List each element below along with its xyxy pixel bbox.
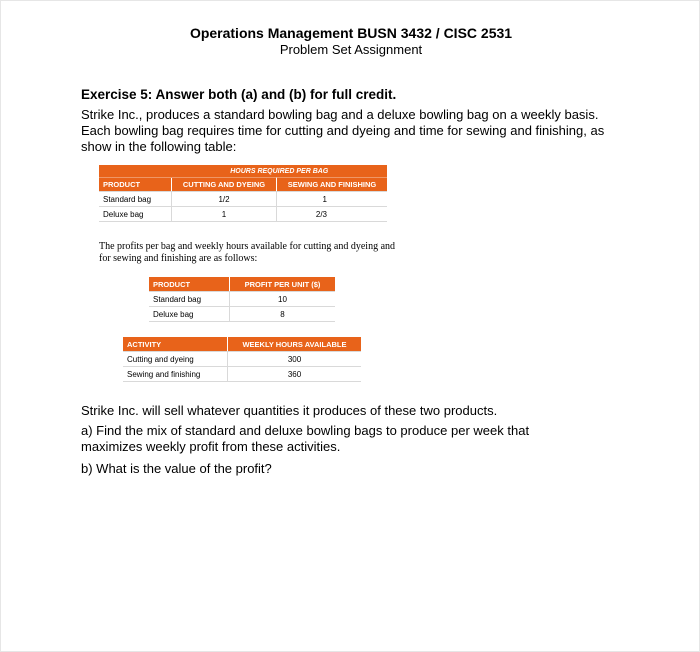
table-cell: 1/2 xyxy=(172,192,277,207)
table-cell: Deluxe bag xyxy=(149,307,230,322)
column-header: WEEKLY HOURS AVAILABLE xyxy=(228,337,362,352)
table-header-row xyxy=(99,178,387,192)
hours-required-table xyxy=(99,165,387,222)
table-super-header-row xyxy=(99,165,387,178)
column-header: CUTTING AND DYEING xyxy=(172,178,277,192)
column-header: PROFIT PER UNIT ($) xyxy=(230,277,336,292)
table-cell: 2/3 xyxy=(277,207,388,222)
column-header: PRODUCT xyxy=(99,178,172,192)
table-row xyxy=(99,207,387,222)
table-cell: 8 xyxy=(230,307,336,322)
table-header-row xyxy=(123,337,361,352)
table-cell: Standard bag xyxy=(99,192,172,207)
table-header-row xyxy=(149,277,335,292)
column-header: PRODUCT xyxy=(149,277,230,292)
table-row xyxy=(99,192,387,207)
table-cell: 1 xyxy=(172,207,277,222)
table-cell: Cutting and dyeing xyxy=(123,352,228,367)
question-b: b) What is the value of the profit? xyxy=(81,461,272,476)
exercise-intro: Strike Inc., produces a standard bowling bag and a deluxe bowling bag on a weekly basis. Each bowling bag requires time for cutting and dyeing and time for sewing and finishing, as show in the following table: xyxy=(81,107,605,154)
table-row xyxy=(149,292,335,307)
table-cell: Deluxe bag xyxy=(99,207,172,222)
assignment-subtitle: Problem Set Assignment xyxy=(279,42,423,57)
column-header: ACTIVITY xyxy=(123,337,228,352)
profit-intro-text: The profits per bag and weekly hours available for cutting and dyeing and for sewing and finishing are as follows: xyxy=(99,241,396,264)
table-cell: Sewing and finishing xyxy=(123,367,228,382)
table-cell: 300 xyxy=(228,352,362,367)
profit-table xyxy=(149,277,335,322)
weekly-hours-table xyxy=(123,337,361,382)
course-title: Operations Management BUSN 3432 / CISC 2531 xyxy=(189,25,513,41)
super-header-cell: HOURS REQUIRED PER BAG xyxy=(172,165,388,178)
table-row xyxy=(149,307,335,322)
table-row xyxy=(123,367,361,382)
closing-statement: Strike Inc. will sell whatever quantities it produces of these two products. xyxy=(81,403,498,418)
table-cell: 10 xyxy=(230,292,336,307)
column-header: SEWING AND FINISHING xyxy=(277,178,388,192)
table-cell: 360 xyxy=(228,367,362,382)
question-a: a) Find the mix of standard and deluxe bowling bags to produce per week that maximizes weekly profit from these activities. xyxy=(81,423,530,454)
table-cell: Standard bag xyxy=(149,292,230,307)
table-cell xyxy=(99,165,172,178)
exercise-heading: Exercise 5: Answer both (a) and (b) for full credit. xyxy=(81,87,397,102)
table-row xyxy=(123,352,361,367)
table-cell: 1 xyxy=(277,192,388,207)
